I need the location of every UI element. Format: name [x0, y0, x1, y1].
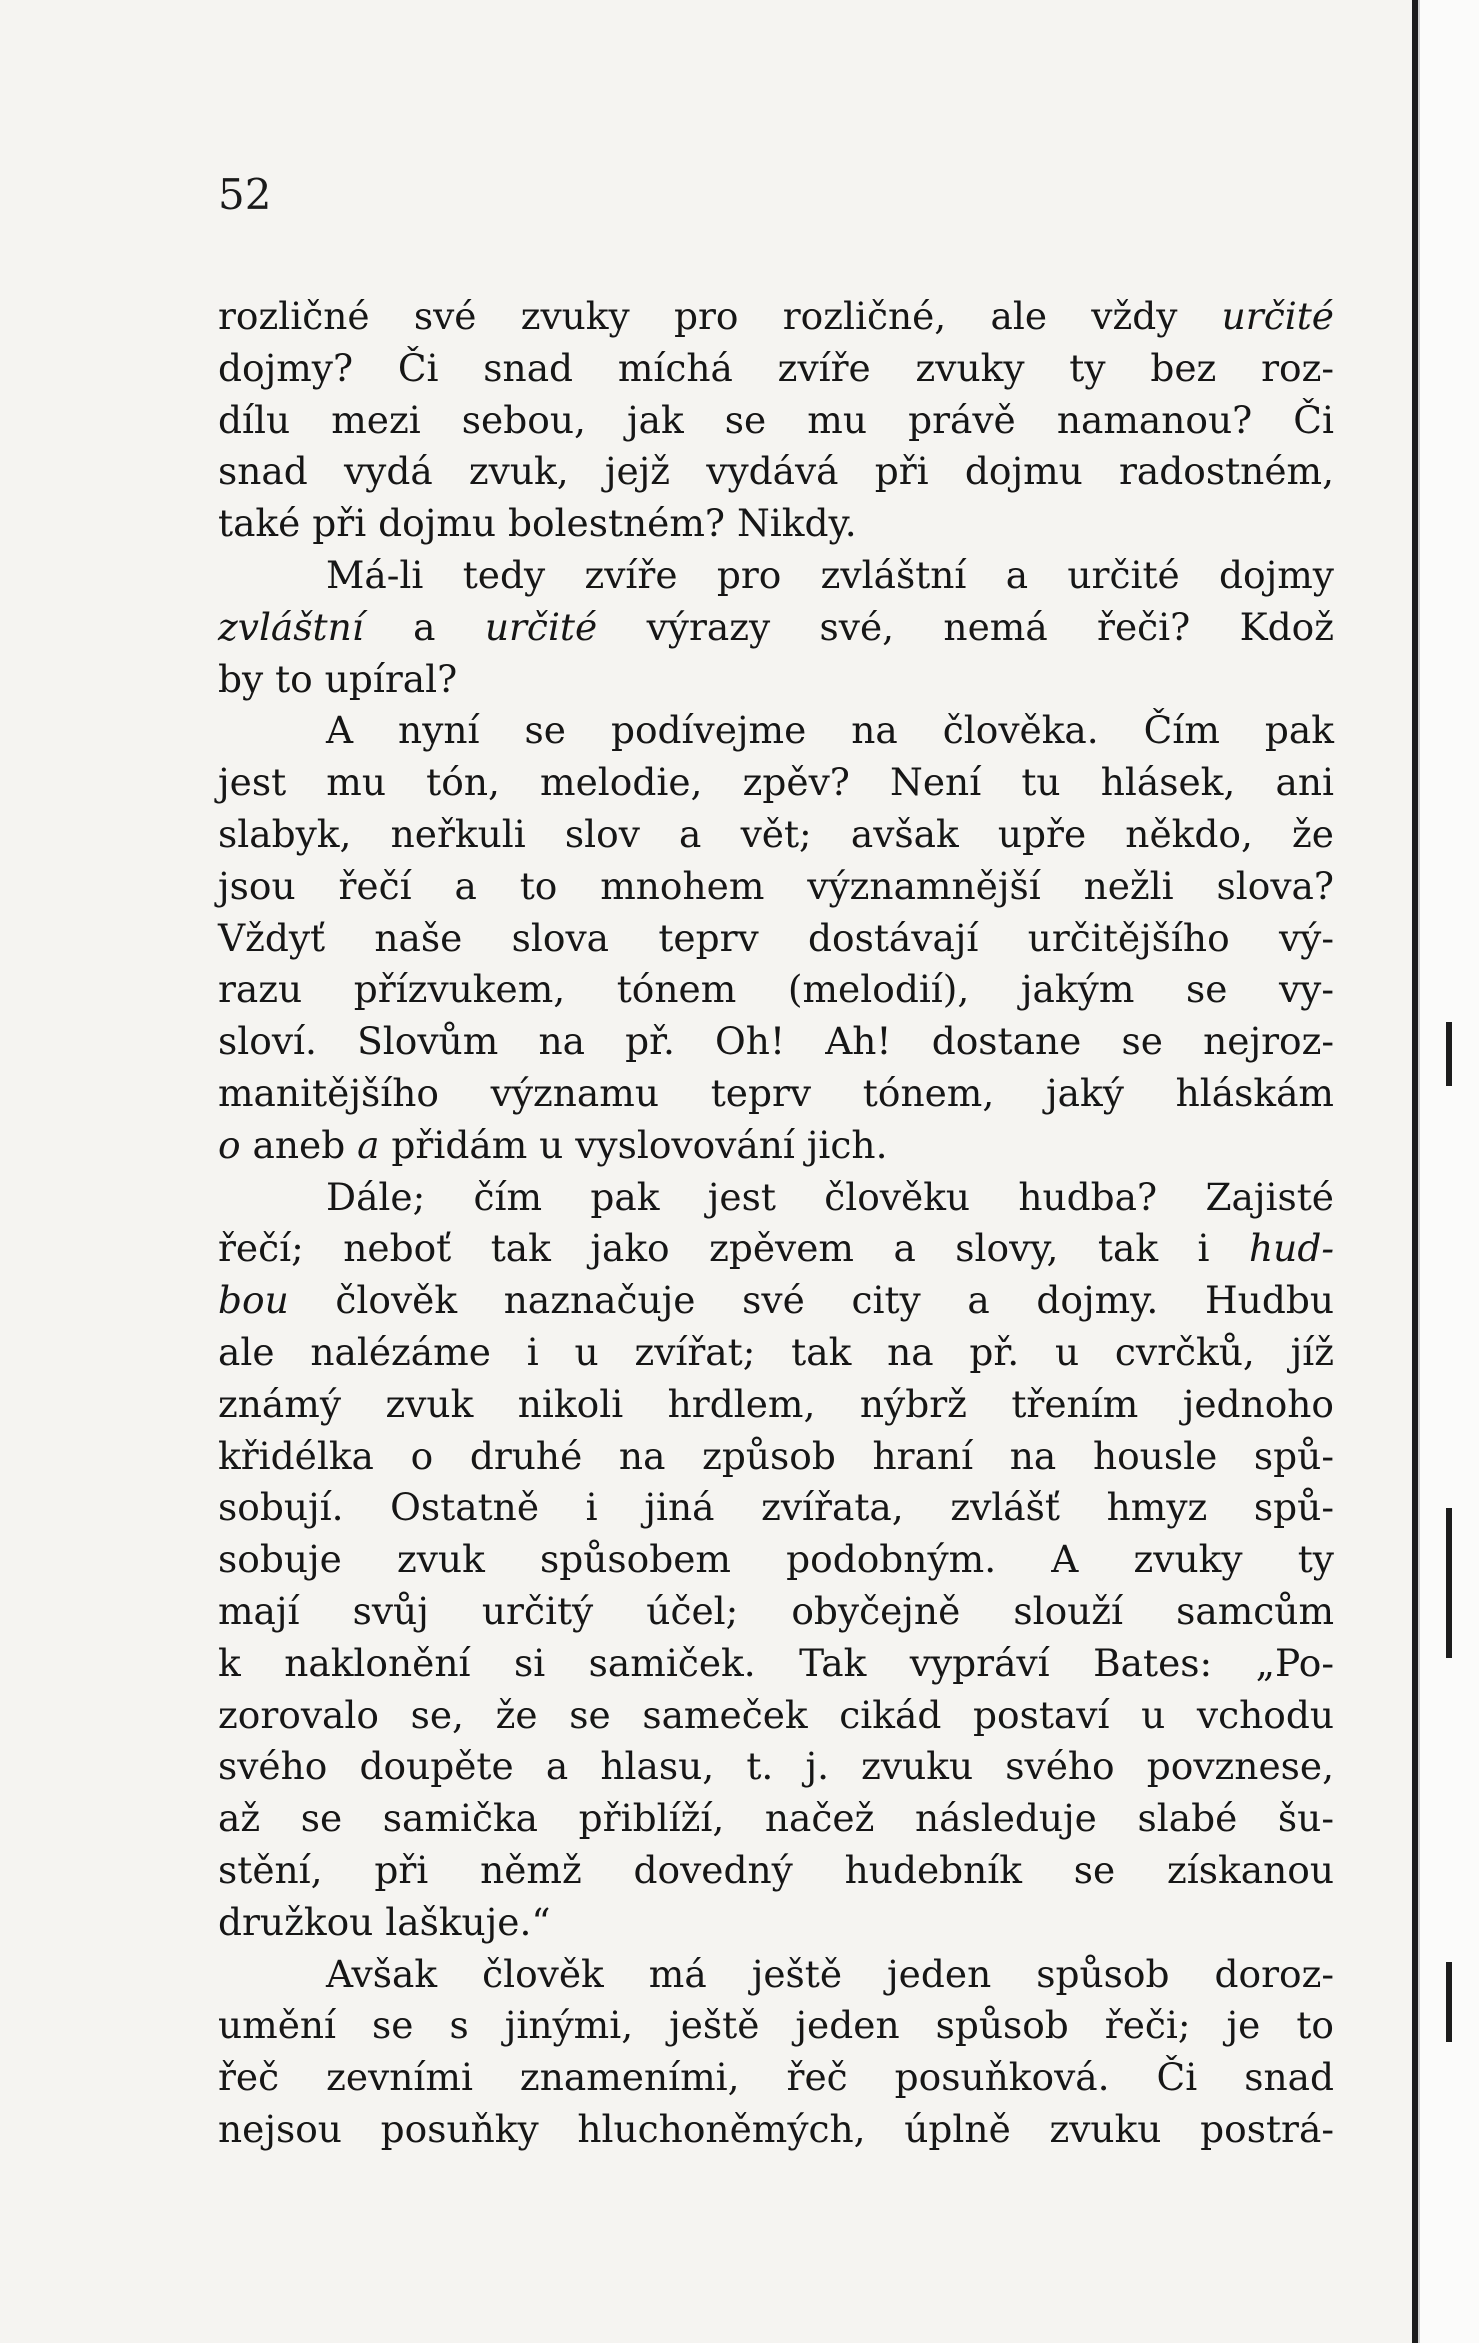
text-run: by to upíral? [218, 656, 458, 701]
text-run: slabyk, neřkuli slov a vět; avšak upře někdo, že [218, 811, 1334, 856]
text-line [218, 1845, 1334, 1897]
text-run: dílu mezi sebou, jak se mu právě namanou? Či [218, 397, 1334, 442]
text-line [218, 1638, 1334, 1690]
text-line [218, 1223, 1334, 1275]
text-run: známý zvuk nikoli hrdlem, nýbrž třením jednoho [218, 1381, 1334, 1426]
text-run: křidélka o druhé na způsob hraní na housle spů- [218, 1433, 1334, 1478]
text-line [218, 964, 1334, 1016]
text-run: aneb [240, 1122, 358, 1167]
text-line [218, 602, 1334, 654]
text-run: stění, při němž dovedný hudebník se získanou [218, 1847, 1334, 1892]
text-line [218, 343, 1334, 395]
text-line [218, 757, 1334, 809]
text-line [218, 861, 1334, 913]
italic-run: zvláštní [218, 604, 364, 649]
text-line [218, 1327, 1334, 1379]
text-run: rozličné své zvuky pro rozličné, ale vždy [218, 294, 1222, 338]
text-line [218, 1949, 1334, 2001]
text-run: nejsou posuňky hluchoněmých, úplně zvuku postrá- [218, 2106, 1334, 2151]
text-run: Avšak člověk má ještě jeden spůsob doroz- [326, 1951, 1334, 1996]
text-line [218, 1534, 1334, 1586]
text-run: A nyní se podívejme na člověka. Čím pak [326, 708, 1334, 753]
italic-run: bou [218, 1278, 289, 1323]
text-line [218, 1586, 1334, 1638]
text-line [218, 1690, 1334, 1742]
text-line [218, 1741, 1334, 1793]
text-run: Má-li tedy zvíře pro zvláštní a určité dojmy [326, 552, 1334, 597]
italic-run: určité [1221, 294, 1334, 338]
text-run: řeč zevními znameními, řeč posuňková. Či snad [218, 2055, 1334, 2100]
text-run: sobují. Ostatně i jiná zvířata, zvlášť hmyz spů- [218, 1485, 1334, 1530]
text-run: razu přízvukem, tónem (melodií), jakým se vy- [218, 967, 1334, 1012]
text-run: jsou řečí a to mnohem významnější nežli slova? [218, 863, 1334, 908]
text-line [218, 2104, 1334, 2156]
text-run: jest mu tón, melodie, zpěv? Není tu hlásek, ani [218, 760, 1334, 805]
text-line [218, 1379, 1334, 1431]
text-line [218, 498, 1334, 550]
text-run: člověk naznačuje své city a dojmy. Hudbu [288, 1278, 1334, 1323]
text-line [218, 1482, 1334, 1534]
body-text [218, 291, 1334, 2156]
text-run: snad vydá zvuk, jejž vydává při dojmu radostném, [218, 449, 1334, 494]
text-line [218, 446, 1334, 498]
text-run: svého doupěte a hlasu, t. j. zvuku svého povznese, [218, 1744, 1334, 1789]
italic-run: hud- [1249, 1226, 1334, 1271]
text-line [218, 809, 1334, 861]
margin-mark [1446, 1022, 1452, 1086]
text-line [218, 395, 1334, 447]
italic-run: o [218, 1122, 241, 1167]
text-line [218, 1120, 1334, 1172]
text-line [218, 1793, 1334, 1845]
margin-mark [1446, 1508, 1452, 1658]
text-run: ale nalézáme i u zvířat; tak na př. u cvrčků, jíž [218, 1329, 1334, 1374]
text-line [218, 1016, 1334, 1068]
italic-run: určité [484, 604, 598, 649]
text-line [218, 1172, 1334, 1224]
text-line [218, 913, 1334, 965]
text-run: sloví. Slovům na př. Oh! Ah! dostane se nejroz- [218, 1019, 1334, 1064]
text-line [218, 654, 1334, 706]
text-line [218, 550, 1334, 602]
text-run: až se samička přiblíží, načež následuje slabé šu- [218, 1796, 1334, 1841]
text-run: přidám u vyslovování jich. [379, 1122, 888, 1167]
text-run: k naklonění si samiček. Tak vypráví Bates: „Po- [218, 1640, 1334, 1685]
text-run: a [363, 604, 485, 649]
text-line [218, 2052, 1334, 2104]
text-run: Dále; čím pak jest člověku hudba? Zajisté [326, 1174, 1334, 1219]
text-line [218, 1275, 1334, 1327]
text-run: výrazy své, nemá řeči? Kdož [597, 604, 1334, 649]
page-number: 52 [218, 170, 272, 219]
text-run: sobuje zvuk spůsobem podobným. A zvuky ty [218, 1537, 1334, 1582]
text-run: zorovalo se, že se sameček cikád postaví u vchodu [218, 1692, 1334, 1737]
text-run: umění se s jinými, ještě jeden spůsob řeči; je to [218, 2003, 1334, 2048]
text-line [218, 2000, 1334, 2052]
text-run: řečí; neboť tak jako zpěvem a slovy, tak i [218, 1226, 1250, 1271]
text-line [218, 1431, 1334, 1483]
text-run: dojmy? Či snad míchá zvíře zvuky ty bez roz- [218, 345, 1334, 390]
italic-run: a [357, 1122, 380, 1167]
text-run: mají svůj určitý účel; obyčejně slouží samcům [218, 1588, 1334, 1633]
text-run: také při dojmu bolestném? Nikdy. [218, 501, 857, 546]
text-run: Vždyť naše slova teprv dostávají určitějšího vý- [218, 915, 1334, 960]
text-line [218, 291, 1334, 343]
text-run: družkou laškuje.“ [218, 1899, 551, 1944]
text-run: manitějšího významu teprv tónem, jaký hláskám [218, 1070, 1334, 1115]
text-line [218, 705, 1334, 757]
text-line [218, 1897, 1334, 1949]
text-line [218, 1068, 1334, 1120]
margin-mark [1446, 1962, 1452, 2042]
